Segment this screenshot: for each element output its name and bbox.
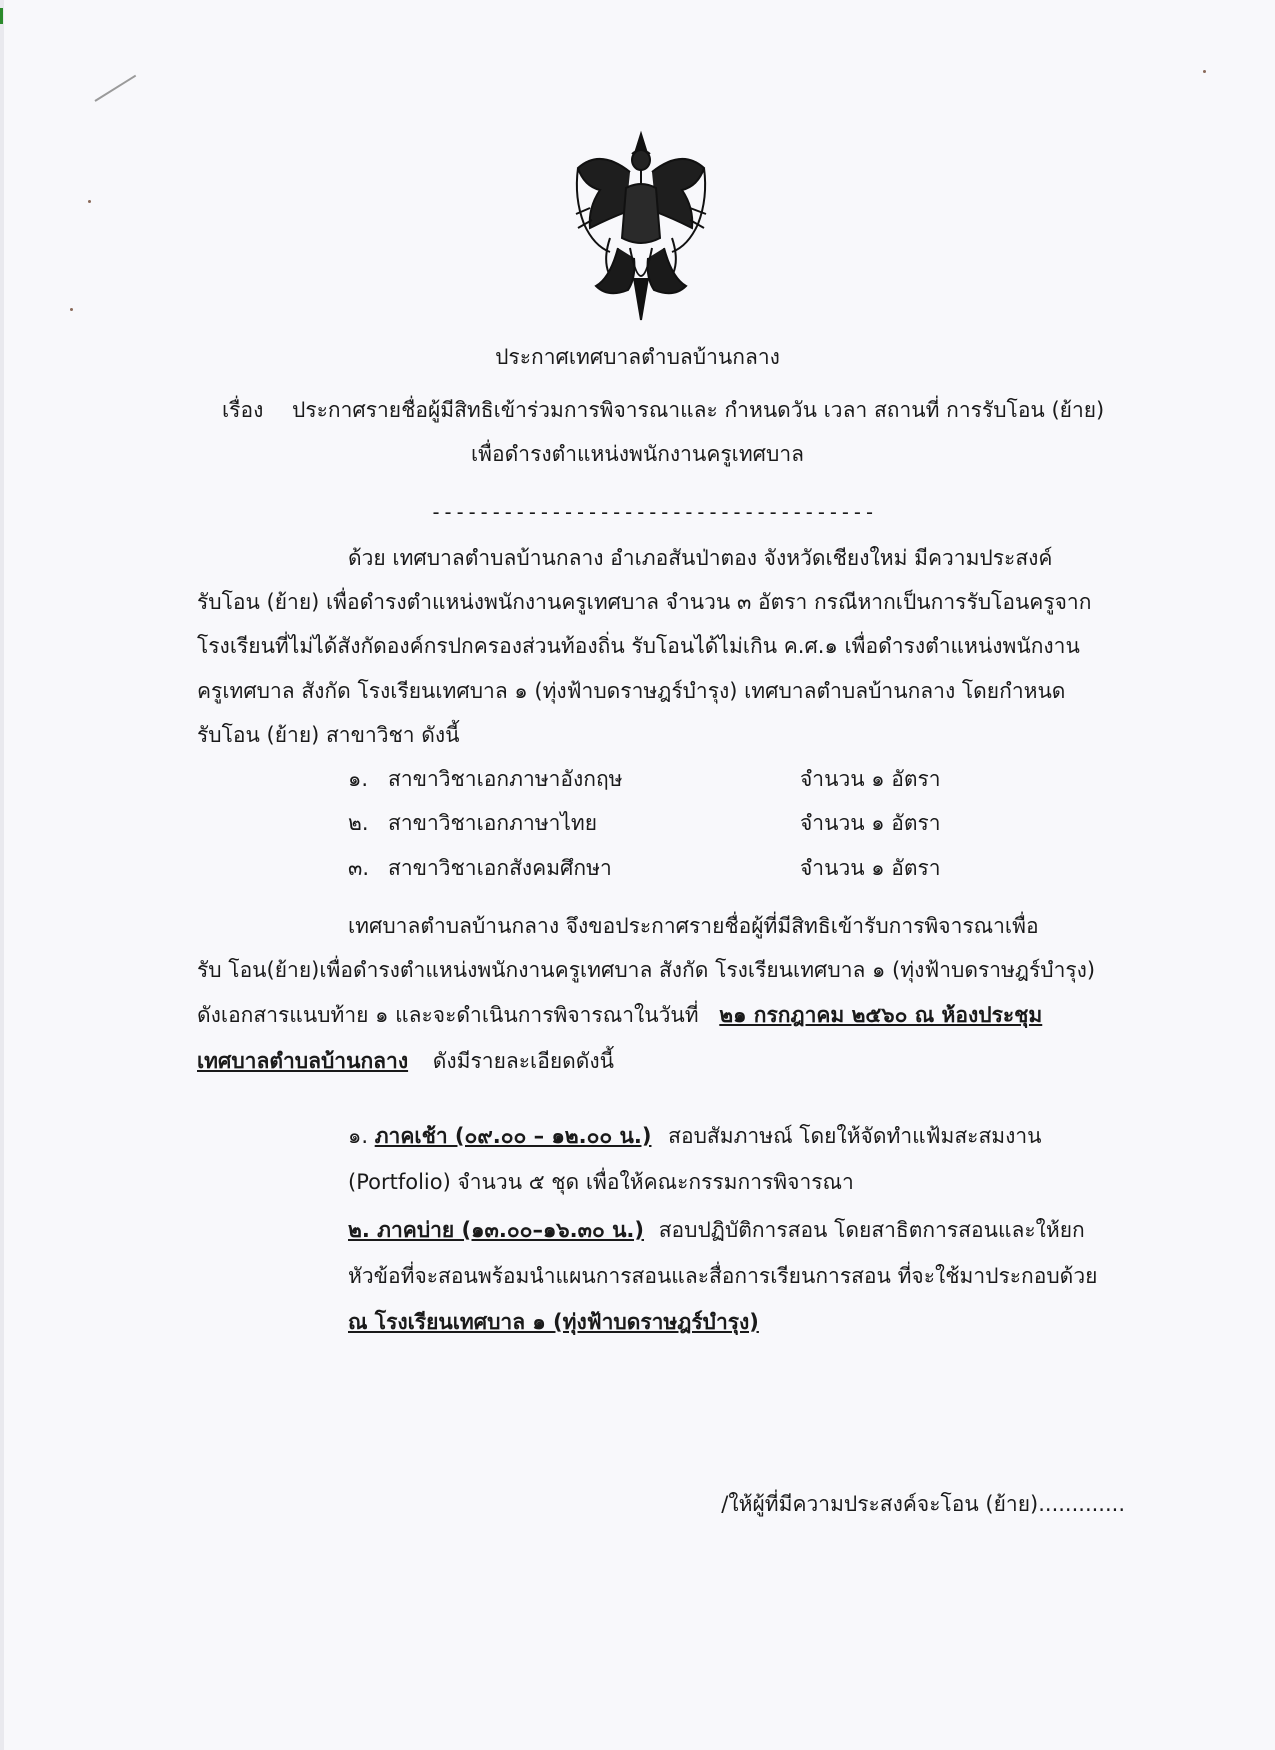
para2-line-3-text: ดังเอกสารแนบท้าย ๑ และจะดำเนินการพิจารณาในวันที่ [197,1003,699,1027]
scan-speck [70,308,73,311]
para2-line-3 [197,1003,1042,1028]
position-subject: สาขาวิชาเอกสังคมศึกษา [388,856,612,880]
header-separator: ------------------------------------- [430,500,876,524]
scan-speck [88,200,91,203]
para2-line-4-text: ดังมีรายละเอียดดังนี้ [432,1049,615,1073]
issuer-title: ประกาศเทศบาลตำบลบ้านกลาง [495,345,780,369]
position-subject: สาขาวิชาเอกภาษาไทย [388,811,598,835]
page-edge [0,0,4,1750]
position-number: ๒. [348,811,369,835]
scan-scratch [94,75,136,102]
subject-prefix: เรื่อง [222,398,264,422]
para2-line-2: รับ โอน(ย้าย)เพื่อดำรงตำแหน่งพนักงานครูเทศบาล สังกัด โรงเรียนเทศบาล ๑ (ทุ่งฟ้าบดราษฎร์บำรุง) [197,958,1096,982]
afternoon-line-2: หัวข้อที่จะสอนพร้อมนำแผนการสอนและสื่อการเรียนการสอน ที่จะใช้มาประกอบด้วย [348,1264,1098,1288]
morning-line-2: (Portfolio) จำนวน ๕ ชุด เพื่อให้คณะกรรมการพิจารณา [348,1170,854,1194]
position-count: จำนวน ๑ อัตรา [800,767,941,791]
afternoon-session [348,1218,1085,1243]
para1-line-5: รับโอน (ย้าย) สาขาวิชา ดังนี้ [197,723,460,747]
morning-number: ๑. [348,1124,369,1148]
continuation-note: /ให้ผู้ที่มีความประสงค์จะโอน (ย้าย)............. [721,1492,1125,1516]
subject-line-2: เพื่อดำรงตำแหน่งพนักงานครูเทศบาล [471,442,804,466]
position-subject: สาขาวิชาเอกภาษาอังกฤษ [388,767,623,791]
morning-session [348,1124,1042,1149]
para2-line-1: เทศบาลตำบลบ้านกลาง จึงขอประกาศรายชื่อผู้ที่มีสิทธิเข้ารับการพิจารณาเพื่อ [348,914,1039,938]
position-number: ๑. [348,767,369,791]
para1-line-4: ครูเทศบาล สังกัด โรงเรียนเทศบาล ๑ (ทุ่งฟ้าบดราษฎร์บำรุง) เทศบาลตำบลบ้านกลาง โดยกำหนด [197,679,1066,703]
afternoon-description: สอบปฏิบัติการสอน โดยสาธิตการสอนและให้ยก [658,1218,1085,1242]
garuda-emblem [570,128,712,324]
scan-speck [1203,70,1206,73]
scan-mark [0,8,3,24]
position-number: ๓. [348,856,370,880]
position-count: จำนวน ๑ อัตรา [800,856,941,880]
consideration-date: ๒๑ กรกฎาคม ๒๕๖๐ ณ ห้องประชุม [719,1003,1043,1027]
exam-venue: ณ โรงเรียนเทศบาล ๑ (ทุ่งฟ้าบดราษฎร์บำรุง) [348,1310,759,1334]
para1-line-3: โรงเรียนที่ไม่ได้สังกัดองค์กรปกครองส่วนท้องถิ่น รับโอนได้ไม่เกิน ค.ศ.๑ เพื่อดำรงตำแหน่งพนักงาน [197,634,1080,658]
position-count: จำนวน ๑ อัตรา [800,811,941,835]
subject-line-1: ประกาศรายชื่อผู้มีสิทธิเข้าร่วมการพิจารณาและ กำหนดวัน เวลา สถานที่ การรับโอน (ย้าย) [292,398,1105,422]
para1-line-1: ด้วย เทศบาลตำบลบ้านกลาง อำเภอสันป่าตอง จังหวัดเชียงใหม่ มีความประสงค์ [348,546,1053,570]
para1-line-2: รับโอน (ย้าย) เพื่อดำรงตำแหน่งพนักงานครูเทศบาล จำนวน ๓ อัตรา กรณีหากเป็นการรับโอนครูจาก [197,590,1092,614]
para2-line-4 [197,1049,614,1074]
afternoon-time: ๒. ภาคบ่าย (๑๓.๐๐–๑๖.๓๐ น.) [348,1218,644,1242]
morning-description: สอบสัมภาษณ์ โดยให้จัดทำแฟ้มสะสมงาน [668,1124,1042,1148]
consideration-venue: เทศบาลตำบลบ้านกลาง [197,1049,409,1073]
morning-time: ภาคเช้า (๐๙.๐๐ – ๑๒.๐๐ น.) [374,1124,652,1148]
